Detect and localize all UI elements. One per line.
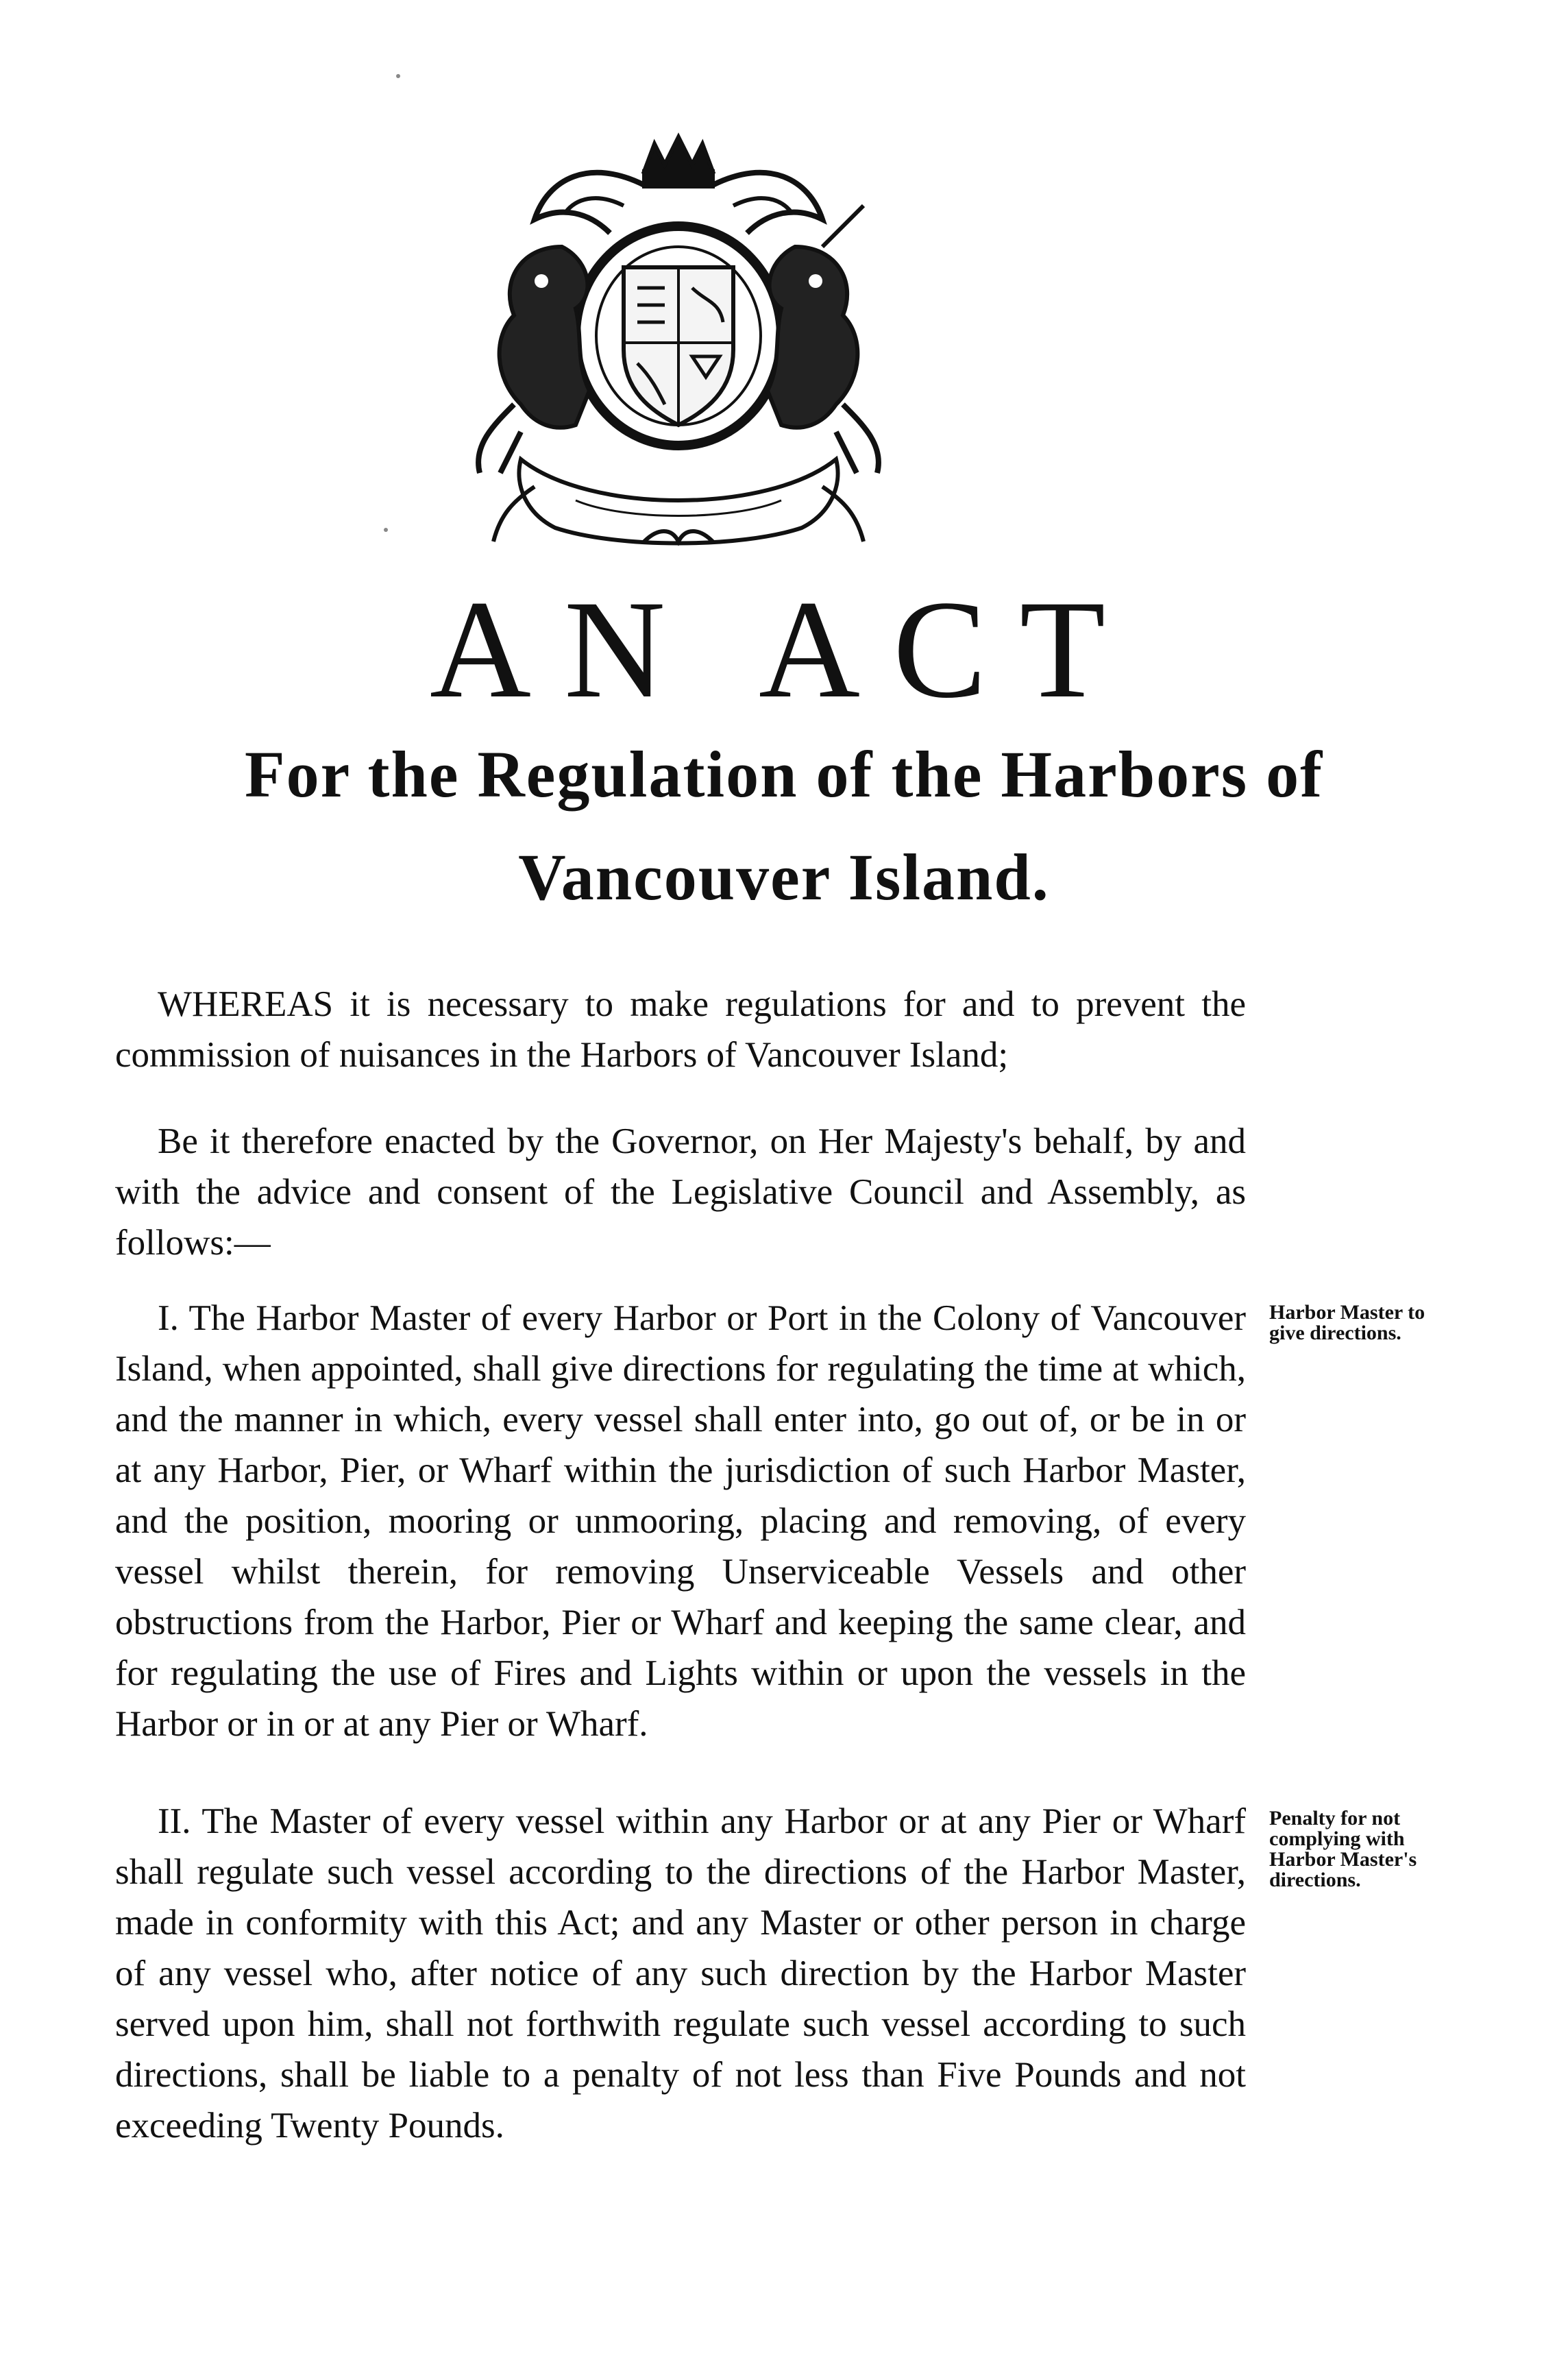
- section-1: I. The Harbor Master of every Harbor or Port in the Colony of Vancouver Island, when appointed, shall give directions for regulating the time at which, and the manner in which, every vessel shall enter into, go out of, or be in or at any Harbor, Pier, or Wharf within the jurisdiction of such Harbor Master, and the position, mooring or unmooring, placing and removing, of every vessel whilst therein, for removing Unserviceable Vessels and other obstructions from the Harbor, Pier or Wharf and keeping the same clear, and for regulating the use of Fires and Lights within or upon the vessels in the Harbor or in or at any Pier or Wharf.: [115, 1298, 1246, 1744]
- stray-ink-mark: [384, 528, 388, 532]
- section-2-margin-note: Penalty for not complying with Harbor Master's directions.: [1269, 1807, 1417, 1891]
- stray-ink-mark: [396, 74, 400, 78]
- royal-coat-of-arms-icon: [418, 130, 939, 583]
- document-subtitle-line-2: Vancouver Island.: [518, 840, 1050, 914]
- enacting-clause: Be it therefore enacted by the Governor, on Her Majesty's behalf, by and with the advice and consent of the Legislative Council and Assembly, as follows:—: [115, 1121, 1246, 1263]
- document-subtitle-line-1: For the Regulation of the Harbors of: [244, 738, 1324, 811]
- document-title: AN ACT: [429, 572, 1139, 727]
- section-2: II. The Master of every vessel within any Harbor or at any Pier or Wharf shall regulate such vessel according to the directions of the Harbor Master, made in conformity with this Act; and any Master or other person in charge of any vessel who, after notice of any such direction by the Harbor Master served upon him, shall not forthwith regulate such vessel according to such directions, shall be liable to a penalty of not less than Five Pounds and not exceeding Twenty Pounds.: [115, 1801, 1246, 2146]
- whereas-paragraph: WHEREAS it is necessary to make regulations for and to prevent the commission of nuisances in the Harbors of Vancouver Island;: [115, 984, 1246, 1075]
- section-1-margin-note: Harbor Master to give directions.: [1269, 1301, 1425, 1344]
